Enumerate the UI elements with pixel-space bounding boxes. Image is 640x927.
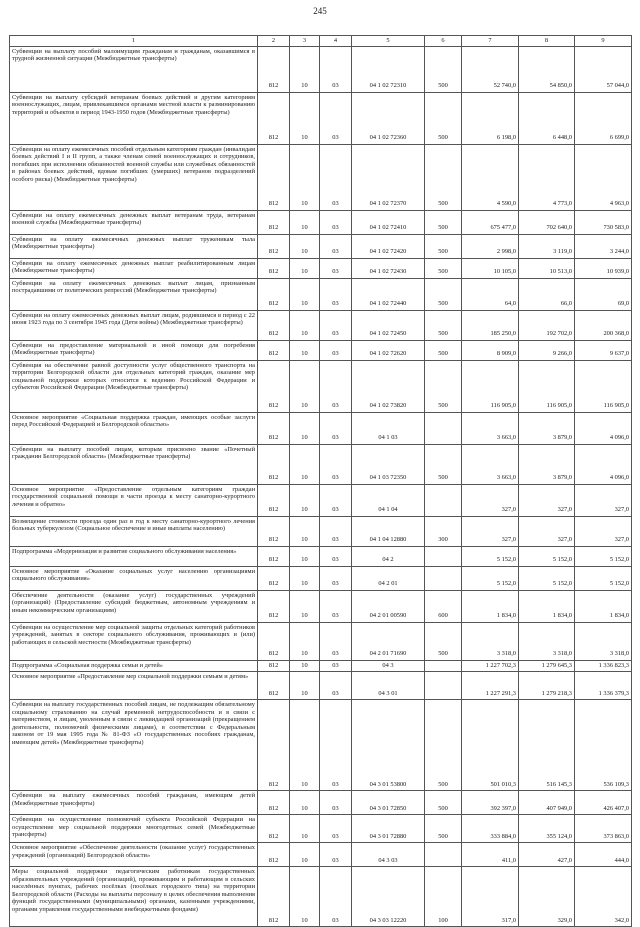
row-grbs: 812 xyxy=(258,444,290,484)
row-amount-year3: 342,0 xyxy=(575,867,632,927)
row-name: Субвенция на обеспечение равной доступности услуг общественного транспорта на территории Белгородской области для отдельных категорий граждан, оказание мер социальной поддержки которых относится к ведению Российской Федерации и субъектов Российской Федерации (Межбюджетные трансферты) xyxy=(10,360,258,412)
row-name: Возмещение стоимости проезда один раз в год к месту санаторно-курортного лечения больных туберкулезом (Социальное обеспечение и иные выплаты населению) xyxy=(10,516,258,546)
row-expense-type: 500 xyxy=(425,46,462,92)
row-expense-type: 500 xyxy=(425,622,462,660)
row-name: Субвенции на предоставление материальной и иной помощи для погребения (Межбюджетные трансферты) xyxy=(10,340,258,360)
row-amount-year2: 6 448,0 xyxy=(519,92,575,144)
row-amount-year2: 54 850,0 xyxy=(519,46,575,92)
row-target-article: 04 1 02 73820 xyxy=(352,360,425,412)
row-subsection: 03 xyxy=(320,144,352,210)
row-amount-year1: 5 152,0 xyxy=(462,566,519,590)
table-row xyxy=(10,700,632,791)
row-target-article: 04 1 04 12880 xyxy=(352,516,425,546)
row-expense-type: 500 xyxy=(425,234,462,258)
row-section: 10 xyxy=(290,258,320,278)
row-amount-year3: 10 939,0 xyxy=(575,258,632,278)
row-amount-year3: 373 863,0 xyxy=(575,815,632,843)
column-header: 6 xyxy=(425,36,462,47)
row-target-article: 04 3 01 xyxy=(352,672,425,700)
table-row xyxy=(10,791,632,815)
row-amount-year2: 1 279 645,3 xyxy=(519,660,575,672)
row-subsection: 03 xyxy=(320,622,352,660)
row-grbs: 812 xyxy=(258,484,290,516)
row-target-article: 04 1 03 72350 xyxy=(352,444,425,484)
row-grbs: 812 xyxy=(258,815,290,843)
row-subsection: 03 xyxy=(320,258,352,278)
row-section: 10 xyxy=(290,516,320,546)
row-amount-year3: 3 318,0 xyxy=(575,622,632,660)
row-name: Субвенции на оплату ежемесячных денежных выплат лицам, родившимся в период с 22 июня 1923 года по 3 сентября 1945 года (Дети войны) (Межбюджетные трансферты) xyxy=(10,310,258,340)
column-header: 8 xyxy=(519,36,575,47)
row-name: Меры социальной поддержки педагогическим работникам государственных образовательных учреждений (организаций), проживающим и работающим в сельских населённых пунктах, рабочих посёлках (посёлках городского типа) на территории Белгородской области (Расходы на выплаты персоналу в целях обеспечения выполнения функций государственными (муниципальными) органами, казенными учреждениями, органами управления государственными внебюджетными фондами) xyxy=(10,867,258,927)
row-amount-year3: 730 583,0 xyxy=(575,210,632,234)
row-amount-year1: 392 397,0 xyxy=(462,791,519,815)
table-row xyxy=(10,412,632,444)
row-section: 10 xyxy=(290,144,320,210)
row-grbs: 812 xyxy=(258,46,290,92)
row-section: 10 xyxy=(290,622,320,660)
row-subsection: 03 xyxy=(320,867,352,927)
row-target-article: 04 1 04 xyxy=(352,484,425,516)
row-target-article: 04 1 02 72410 xyxy=(352,210,425,234)
row-amount-year2: 407 949,0 xyxy=(519,791,575,815)
row-amount-year3: 3 244,0 xyxy=(575,234,632,258)
row-target-article: 04 3 01 72880 xyxy=(352,815,425,843)
row-name: Основное мероприятие «Социальная поддержка граждан, имеющих особые заслуги перед Российской Федерацией и Белгородской областью» xyxy=(10,412,258,444)
table-row xyxy=(10,340,632,360)
row-grbs: 812 xyxy=(258,566,290,590)
row-target-article: 04 3 xyxy=(352,660,425,672)
row-section: 10 xyxy=(290,791,320,815)
row-grbs: 812 xyxy=(258,516,290,546)
row-amount-year2: 427,0 xyxy=(519,843,575,867)
row-grbs: 812 xyxy=(258,791,290,815)
row-subsection: 03 xyxy=(320,340,352,360)
row-amount-year1: 327,0 xyxy=(462,484,519,516)
row-target-article: 04 1 02 72430 xyxy=(352,258,425,278)
row-amount-year1: 3 663,0 xyxy=(462,444,519,484)
row-name: Основное мероприятие «Предоставление отдельным категориям граждан государственной социальной помощи в части проезда к месту санаторно-курортного лечения и обратно» xyxy=(10,484,258,516)
row-section: 10 xyxy=(290,278,320,310)
row-amount-year3: 9 637,0 xyxy=(575,340,632,360)
row-expense-type: 500 xyxy=(425,310,462,340)
row-amount-year1: 411,0 xyxy=(462,843,519,867)
row-section: 10 xyxy=(290,46,320,92)
row-target-article: 04 1 02 72420 xyxy=(352,234,425,258)
table-row xyxy=(10,590,632,622)
row-amount-year3: 57 044,0 xyxy=(575,46,632,92)
row-name: Подпрограмма «Модернизация и развитие социального обслуживания населения» xyxy=(10,546,258,566)
row-grbs: 812 xyxy=(258,258,290,278)
row-section: 10 xyxy=(290,546,320,566)
row-grbs: 812 xyxy=(258,660,290,672)
row-amount-year2: 1 279 218,3 xyxy=(519,672,575,700)
row-amount-year2: 1 834,0 xyxy=(519,590,575,622)
budget-table xyxy=(9,35,632,927)
row-amount-year2: 3 119,0 xyxy=(519,234,575,258)
table-row xyxy=(10,622,632,660)
row-expense-type: 500 xyxy=(425,444,462,484)
row-amount-year2: 327,0 xyxy=(519,516,575,546)
row-grbs: 812 xyxy=(258,700,290,791)
row-name: Основное мероприятие «Предоставление мер социальной поддержки семьям и детям» xyxy=(10,672,258,700)
table-row xyxy=(10,258,632,278)
row-amount-year2: 3 318,0 xyxy=(519,622,575,660)
row-amount-year2: 516 145,3 xyxy=(519,700,575,791)
row-expense-type: 500 xyxy=(425,144,462,210)
row-target-article: 04 1 02 72370 xyxy=(352,144,425,210)
row-target-article: 04 1 02 72360 xyxy=(352,92,425,144)
row-subsection: 03 xyxy=(320,46,352,92)
row-target-article: 04 2 xyxy=(352,546,425,566)
column-header: 9 xyxy=(575,36,632,47)
row-name: Субвенции на оплату ежемесячных денежных выплат ветеранам труда, ветеранам военной службы (Межбюджетные трансферты) xyxy=(10,210,258,234)
row-amount-year1: 10 105,0 xyxy=(462,258,519,278)
row-name: Субвенции на выплату ежемесячных пособий гражданам, имеющим детей (Межбюджетные трансферты) xyxy=(10,791,258,815)
row-expense-type xyxy=(425,843,462,867)
row-amount-year2: 9 266,0 xyxy=(519,340,575,360)
column-header: 5 xyxy=(352,36,425,47)
row-amount-year1: 8 909,0 xyxy=(462,340,519,360)
row-amount-year1: 1 227 702,3 xyxy=(462,660,519,672)
row-target-article: 04 2 01 71690 xyxy=(352,622,425,660)
row-amount-year1: 3 663,0 xyxy=(462,412,519,444)
row-target-article: 04 1 02 72440 xyxy=(352,278,425,310)
row-amount-year3: 444,0 xyxy=(575,843,632,867)
row-expense-type: 500 xyxy=(425,360,462,412)
row-name: Субвенции на выплату государственных пособий лицам, не подлежащим обязательному социальному страхованию на случай временной нетрудоспособности и в связи с материнством, и лицам, уволенным в связи с ликвидацией организаций (прекращением деятельности, полномочий физическими лицами), в соответствии с Федеральным законом от 19 мая 1995 года № 81-ФЗ «О государственных пособиях гражданам, имеющим детей» (Межбюджетные трансферты) xyxy=(10,700,258,791)
row-amount-year1: 52 740,0 xyxy=(462,46,519,92)
row-section: 10 xyxy=(290,234,320,258)
row-amount-year2: 329,0 xyxy=(519,867,575,927)
row-expense-type: 500 xyxy=(425,210,462,234)
row-target-article: 04 3 03 12220 xyxy=(352,867,425,927)
row-grbs: 812 xyxy=(258,278,290,310)
row-expense-type xyxy=(425,484,462,516)
column-header: 3 xyxy=(290,36,320,47)
row-section: 10 xyxy=(290,566,320,590)
row-expense-type: 500 xyxy=(425,815,462,843)
table-row xyxy=(10,566,632,590)
row-subsection: 03 xyxy=(320,590,352,622)
row-section: 10 xyxy=(290,700,320,791)
table-row xyxy=(10,546,632,566)
row-section: 10 xyxy=(290,310,320,340)
row-target-article: 04 3 03 xyxy=(352,843,425,867)
table-row xyxy=(10,234,632,258)
column-header: 1 xyxy=(10,36,258,47)
row-expense-type: 100 xyxy=(425,867,462,927)
page-number: 245 xyxy=(313,6,327,16)
row-subsection: 03 xyxy=(320,234,352,258)
row-target-article: 04 1 02 72620 xyxy=(352,340,425,360)
column-header: 2 xyxy=(258,36,290,47)
table-row xyxy=(10,484,632,516)
row-amount-year1: 64,0 xyxy=(462,278,519,310)
row-expense-type: 600 xyxy=(425,590,462,622)
row-expense-type: 300 xyxy=(425,516,462,546)
row-amount-year2: 66,0 xyxy=(519,278,575,310)
row-subsection: 03 xyxy=(320,484,352,516)
row-target-article: 04 2 01 xyxy=(352,566,425,590)
row-subsection: 03 xyxy=(320,566,352,590)
row-name: Субвенции на оплату ежемесячных пособий отдельным категориям граждан (инвалидам боевых действий I и II групп, а также членам семей военнослужащих и сотрудников, погибших при исполнении обязанностей военной службы или служебных обязанностей в районах боевых действий, вдовам погибших (умерших) ветеранов подразделений особого риска) (Межбюджетные трансферты) xyxy=(10,144,258,210)
row-subsection: 03 xyxy=(320,546,352,566)
row-grbs: 812 xyxy=(258,92,290,144)
row-amount-year3: 327,0 xyxy=(575,516,632,546)
column-header: 7 xyxy=(462,36,519,47)
row-name: Основное мероприятие «Обеспечение деятельности (оказание услуг) государственных учреждений (организаций) Белгородской области» xyxy=(10,843,258,867)
row-grbs: 812 xyxy=(258,412,290,444)
row-amount-year1: 333 884,0 xyxy=(462,815,519,843)
row-target-article: 04 3 01 72850 xyxy=(352,791,425,815)
row-amount-year3: 200 368,0 xyxy=(575,310,632,340)
row-grbs: 812 xyxy=(258,360,290,412)
row-amount-year3: 69,0 xyxy=(575,278,632,310)
row-name: Субвенции на выплату пособий лицам, которым присвоено звание «Почетный гражданин Белгородской области» (Межбюджетные трансферты) xyxy=(10,444,258,484)
row-subsection: 03 xyxy=(320,516,352,546)
row-grbs: 812 xyxy=(258,310,290,340)
row-amount-year3: 6 699,0 xyxy=(575,92,632,144)
row-subsection: 03 xyxy=(320,210,352,234)
row-amount-year2: 5 152,0 xyxy=(519,546,575,566)
row-target-article: 04 3 01 53800 xyxy=(352,700,425,791)
row-amount-year3: 116 905,0 xyxy=(575,360,632,412)
table-row xyxy=(10,843,632,867)
row-grbs: 812 xyxy=(258,672,290,700)
row-expense-type: 500 xyxy=(425,340,462,360)
row-amount-year3: 327,0 xyxy=(575,484,632,516)
row-section: 10 xyxy=(290,590,320,622)
row-expense-type xyxy=(425,412,462,444)
column-header: 4 xyxy=(320,36,352,47)
table-row xyxy=(10,92,632,144)
row-name: Субвенции на осуществление полномочий субъекта Российской Федерации на осуществление мер социальной поддержки многодетных семей (Межбюджетные трансферты) xyxy=(10,815,258,843)
table-row xyxy=(10,672,632,700)
table-row xyxy=(10,660,632,672)
table-row xyxy=(10,310,632,340)
row-amount-year2: 4 773,0 xyxy=(519,144,575,210)
row-subsection: 03 xyxy=(320,278,352,310)
row-amount-year1: 675 477,0 xyxy=(462,210,519,234)
row-name: Основное мероприятие «Оказание социальных услуг населению организациями социального обслуживания» xyxy=(10,566,258,590)
row-expense-type xyxy=(425,546,462,566)
row-grbs: 812 xyxy=(258,622,290,660)
row-amount-year3: 4 096,0 xyxy=(575,444,632,484)
row-amount-year1: 317,0 xyxy=(462,867,519,927)
row-subsection: 03 xyxy=(320,360,352,412)
row-grbs: 812 xyxy=(258,210,290,234)
row-amount-year2: 192 702,0 xyxy=(519,310,575,340)
table-row xyxy=(10,516,632,546)
row-subsection: 03 xyxy=(320,660,352,672)
row-amount-year3: 426 407,0 xyxy=(575,791,632,815)
row-subsection: 03 xyxy=(320,412,352,444)
row-expense-type xyxy=(425,672,462,700)
row-grbs: 812 xyxy=(258,144,290,210)
row-amount-year3: 5 152,0 xyxy=(575,546,632,566)
row-grbs: 812 xyxy=(258,867,290,927)
row-amount-year3: 1 834,0 xyxy=(575,590,632,622)
row-amount-year1: 5 152,0 xyxy=(462,546,519,566)
row-amount-year1: 4 590,0 xyxy=(462,144,519,210)
table-row xyxy=(10,867,632,927)
row-amount-year3: 1 336 379,3 xyxy=(575,672,632,700)
row-amount-year1: 3 318,0 xyxy=(462,622,519,660)
row-amount-year2: 3 879,0 xyxy=(519,412,575,444)
row-expense-type: 500 xyxy=(425,791,462,815)
row-amount-year2: 702 640,0 xyxy=(519,210,575,234)
row-expense-type xyxy=(425,566,462,590)
row-subsection: 03 xyxy=(320,843,352,867)
table-row xyxy=(10,444,632,484)
row-amount-year1: 327,0 xyxy=(462,516,519,546)
row-name: Субвенции на оплату ежемесячных денежных выплат труженикам тыла (Межбюджетные трансферты) xyxy=(10,234,258,258)
row-subsection: 03 xyxy=(320,310,352,340)
table-row xyxy=(10,144,632,210)
row-amount-year2: 116 905,0 xyxy=(519,360,575,412)
row-section: 10 xyxy=(290,210,320,234)
row-grbs: 812 xyxy=(258,340,290,360)
row-target-article: 04 2 01 00590 xyxy=(352,590,425,622)
row-amount-year1: 501 010,3 xyxy=(462,700,519,791)
row-section: 10 xyxy=(290,867,320,927)
row-target-article: 04 1 02 72450 xyxy=(352,310,425,340)
row-expense-type: 500 xyxy=(425,258,462,278)
row-amount-year3: 4 096,0 xyxy=(575,412,632,444)
row-name: Субвенции на выплату субсидий ветеранам боевых действий и другим категориям военнослужащих, лицам, привлекавшимся органами местной власти к разминированию территорий и объектов в период 1943-1950 годов (Межбюджетные трансферты) xyxy=(10,92,258,144)
row-subsection: 03 xyxy=(320,92,352,144)
row-target-article: 04 1 03 xyxy=(352,412,425,444)
row-name: Субвенции на оплату ежемесячных денежных выплат лицам, признанным пострадавшими от политических репрессий (Межбюджетные трансферты) xyxy=(10,278,258,310)
row-section: 10 xyxy=(290,360,320,412)
row-subsection: 03 xyxy=(320,444,352,484)
table-row xyxy=(10,360,632,412)
row-target-article: 04 1 02 72310 xyxy=(352,46,425,92)
row-amount-year2: 3 879,0 xyxy=(519,444,575,484)
row-expense-type: 500 xyxy=(425,700,462,791)
row-amount-year1: 1 834,0 xyxy=(462,590,519,622)
row-subsection: 03 xyxy=(320,791,352,815)
row-amount-year1: 185 250,0 xyxy=(462,310,519,340)
row-amount-year3: 1 336 823,3 xyxy=(575,660,632,672)
row-amount-year1: 116 905,0 xyxy=(462,360,519,412)
row-subsection: 03 xyxy=(320,672,352,700)
row-amount-year2: 5 152,0 xyxy=(519,566,575,590)
row-expense-type: 500 xyxy=(425,278,462,310)
row-name: Субвенции на оплату ежемесячных денежных выплат реабилитированным лицам (Межбюджетные трансферты) xyxy=(10,258,258,278)
row-section: 10 xyxy=(290,815,320,843)
row-name: Субвенции на выплату пособий малоимущим гражданам и гражданам, оказавшимся в трудной жизненной ситуации (Межбюджетные трансферты) xyxy=(10,46,258,92)
table-row xyxy=(10,278,632,310)
row-section: 10 xyxy=(290,484,320,516)
table-header-row xyxy=(10,36,632,47)
row-section: 10 xyxy=(290,444,320,484)
row-amount-year1: 6 198,0 xyxy=(462,92,519,144)
table-row xyxy=(10,815,632,843)
row-name: Субвенции на осуществление мер социальной защиты отдельных категорий работников учреждений, занятых в секторе социального обслуживания, проживающих и (или) работающих в сельской местности (Межбюджетные трансферты) xyxy=(10,622,258,660)
row-section: 10 xyxy=(290,660,320,672)
row-amount-year1: 1 227 291,3 xyxy=(462,672,519,700)
row-section: 10 xyxy=(290,843,320,867)
row-amount-year3: 536 109,3 xyxy=(575,700,632,791)
row-expense-type xyxy=(425,660,462,672)
row-amount-year3: 4 963,0 xyxy=(575,144,632,210)
table-row xyxy=(10,46,632,92)
row-amount-year3: 5 152,0 xyxy=(575,566,632,590)
row-grbs: 812 xyxy=(258,843,290,867)
row-section: 10 xyxy=(290,412,320,444)
table-row xyxy=(10,210,632,234)
row-expense-type: 500 xyxy=(425,92,462,144)
row-section: 10 xyxy=(290,340,320,360)
row-grbs: 812 xyxy=(258,546,290,566)
row-amount-year2: 327,0 xyxy=(519,484,575,516)
row-name: Обеспечение деятельности (оказание услуг) государственных учреждений (организаций) (Предоставление субсидий бюджетным, автономным учреждениям и иным некоммерческим организациям) xyxy=(10,590,258,622)
row-grbs: 812 xyxy=(258,590,290,622)
row-section: 10 xyxy=(290,92,320,144)
row-amount-year1: 2 998,0 xyxy=(462,234,519,258)
row-name: Подпрограмма «Социальная поддержка семьи и детей» xyxy=(10,660,258,672)
row-amount-year2: 10 513,0 xyxy=(519,258,575,278)
row-section: 10 xyxy=(290,672,320,700)
row-grbs: 812 xyxy=(258,234,290,258)
row-subsection: 03 xyxy=(320,700,352,791)
row-subsection: 03 xyxy=(320,815,352,843)
row-amount-year2: 355 124,0 xyxy=(519,815,575,843)
